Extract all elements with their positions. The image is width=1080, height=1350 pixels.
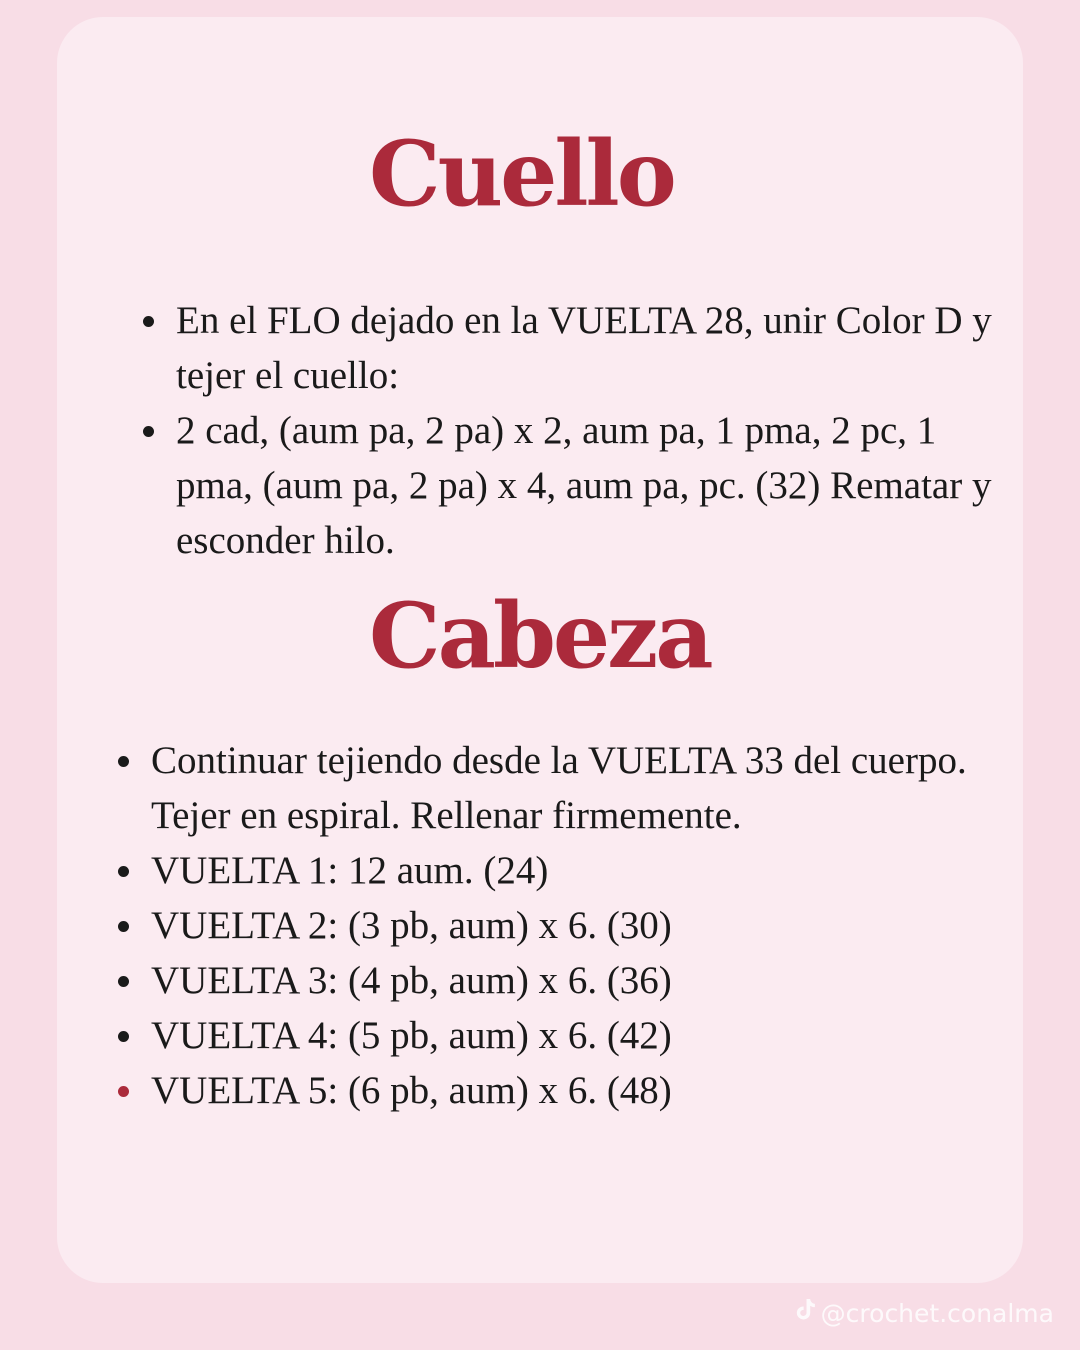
bullet-icon	[143, 426, 154, 437]
list-item-text: En el FLO dejado en la VUELTA 28, unir Color D y tejer el cuello:	[176, 299, 992, 397]
bullet-icon	[118, 1086, 129, 1097]
section-title-cuello: Cuello	[369, 121, 674, 227]
bullet-icon	[118, 1031, 129, 1042]
list-item	[151, 733, 1021, 843]
bullet-icon	[118, 976, 129, 987]
list-item	[151, 953, 1021, 1008]
list-item	[176, 293, 996, 403]
cuello-instructions-list	[176, 293, 996, 568]
watermark-handle: @crochet.conalma	[820, 1298, 1054, 1328]
list-item	[151, 843, 1021, 898]
section-title-cabeza: Cabeza	[369, 583, 711, 689]
list-item	[151, 1008, 1021, 1063]
list-item-text: VUELTA 4: (5 pb, aum) x 6. (42)	[151, 1014, 672, 1057]
list-item	[176, 403, 996, 568]
bullet-icon	[118, 921, 129, 932]
list-item	[151, 898, 1021, 953]
list-item-text: VUELTA 5: (6 pb, aum) x 6. (48)	[151, 1069, 672, 1112]
list-item-text: VUELTA 2: (3 pb, aum) x 6. (30)	[151, 904, 672, 947]
bullet-icon	[118, 756, 129, 767]
bullet-icon	[143, 316, 154, 327]
list-item-text: 2 cad, (aum pa, 2 pa) x 2, aum pa, 1 pma, 2 pc, 1 pma, (aum pa, 2 pa) x 4, aum pa, pc. (32) Rematar y esconder hilo.	[176, 409, 992, 562]
content-card	[57, 17, 1023, 1283]
list-item-text: VUELTA 3: (4 pb, aum) x 6. (36)	[151, 959, 672, 1002]
tiktok-icon	[795, 1298, 817, 1328]
list-item-text: VUELTA 1: 12 aum. (24)	[151, 849, 549, 892]
cabeza-instructions-list	[151, 733, 1021, 1118]
list-item	[151, 1063, 1021, 1118]
bullet-icon	[118, 866, 129, 877]
list-item-text: Continuar tejiendo desde la VUELTA 33 del cuerpo. Tejer en espiral. Rellenar firmemente.	[151, 739, 967, 837]
tiktok-watermark	[795, 1298, 1054, 1328]
